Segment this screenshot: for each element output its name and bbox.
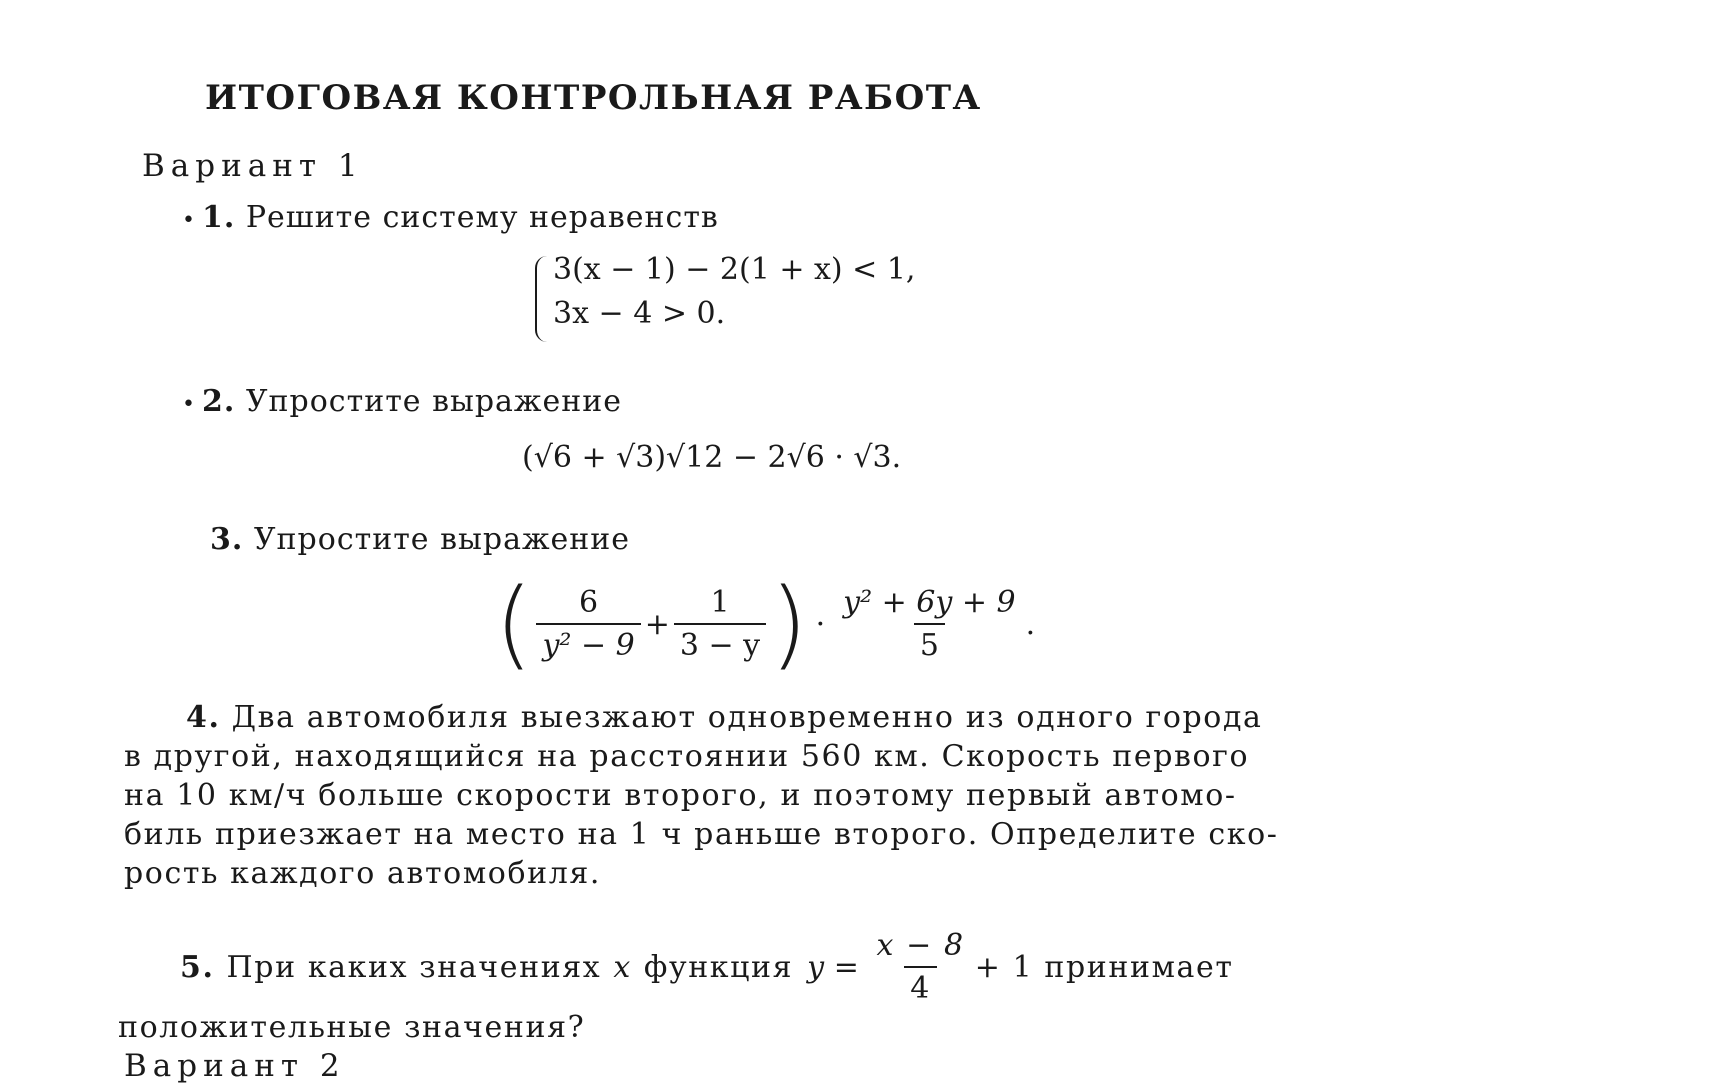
multiply-sign: ·: [815, 606, 826, 642]
denominator: y² − 9: [536, 623, 640, 663]
bullet-icon: •: [182, 392, 196, 417]
numerator: x − 8: [876, 928, 965, 963]
denominator: 3 − y: [674, 623, 766, 663]
rational-expression: [495, 568, 1036, 680]
task-text: Упростите выражение: [253, 522, 631, 557]
task-2-heading: [182, 384, 622, 419]
fraction: [536, 585, 640, 663]
plus-sign: +: [644, 606, 670, 642]
paragraph-line: [124, 698, 1344, 737]
equals-sign: =: [833, 949, 861, 985]
paragraph-line: биль приезжает на место на 1 ч раньше второго. Определите ско-: [124, 817, 1279, 852]
fraction: [837, 585, 1022, 663]
task-1-heading: [182, 200, 719, 235]
paragraph-line: рость каждого автомобиля.: [124, 856, 602, 891]
task-text: Упростите выражение: [245, 384, 623, 419]
paragraph-text: Два автомобиля выезжают одновременно из одного города: [231, 700, 1263, 735]
task-text: При каких значениях: [226, 949, 602, 985]
numerator: y² + 6y + 9: [843, 585, 1016, 620]
period: .: [1025, 606, 1036, 642]
task-number: 1.: [201, 200, 236, 235]
left-paren: (: [495, 568, 533, 680]
system-line: 3(x − 1) − 2(1 + x) < 1,: [553, 252, 916, 287]
denominator: 5: [914, 623, 945, 663]
task-number: 2.: [201, 384, 236, 419]
numerator: 1: [710, 585, 730, 620]
task-text: функция: [643, 949, 794, 985]
right-paren: ): [770, 568, 808, 680]
task-4-paragraph: [124, 698, 1344, 893]
task-number: 3.: [210, 522, 244, 557]
denominator: 4: [904, 966, 937, 1006]
fraction: [870, 928, 970, 1006]
task-number: 5.: [180, 949, 215, 985]
paragraph-line: в другой, находящийся на расстоянии 560 км. Скорость первого: [124, 739, 1250, 774]
brace-icon: [535, 256, 551, 342]
task-3-heading: [210, 522, 630, 557]
bullet-icon: •: [182, 208, 196, 233]
paragraph-line: на 10 км/ч больше скорости второго, и поэтому первый автомо-: [124, 778, 1237, 813]
variable-y: y: [807, 949, 826, 985]
page-title: ИТОГОВАЯ КОНТРОЛЬНАЯ РАБОТА: [205, 78, 982, 118]
system-line: 3x − 4 > 0.: [553, 296, 726, 331]
fraction: [674, 585, 766, 663]
task-text: Решите систему неравенств: [245, 200, 719, 235]
task-5-line: [180, 928, 1234, 1006]
numerator: 6: [579, 585, 599, 620]
variant-2-label: Вариант 2: [124, 1048, 346, 1084]
variable-x: x: [613, 949, 632, 985]
radical-expression: (√6 + √3)√12 − 2√6 · √3.: [522, 440, 902, 475]
task-text: + 1 принимает: [974, 949, 1234, 985]
task-number: 4.: [186, 700, 221, 735]
variant-label: Вариант 1: [142, 148, 364, 184]
task-5-line2: положительные значения?: [118, 1010, 586, 1045]
